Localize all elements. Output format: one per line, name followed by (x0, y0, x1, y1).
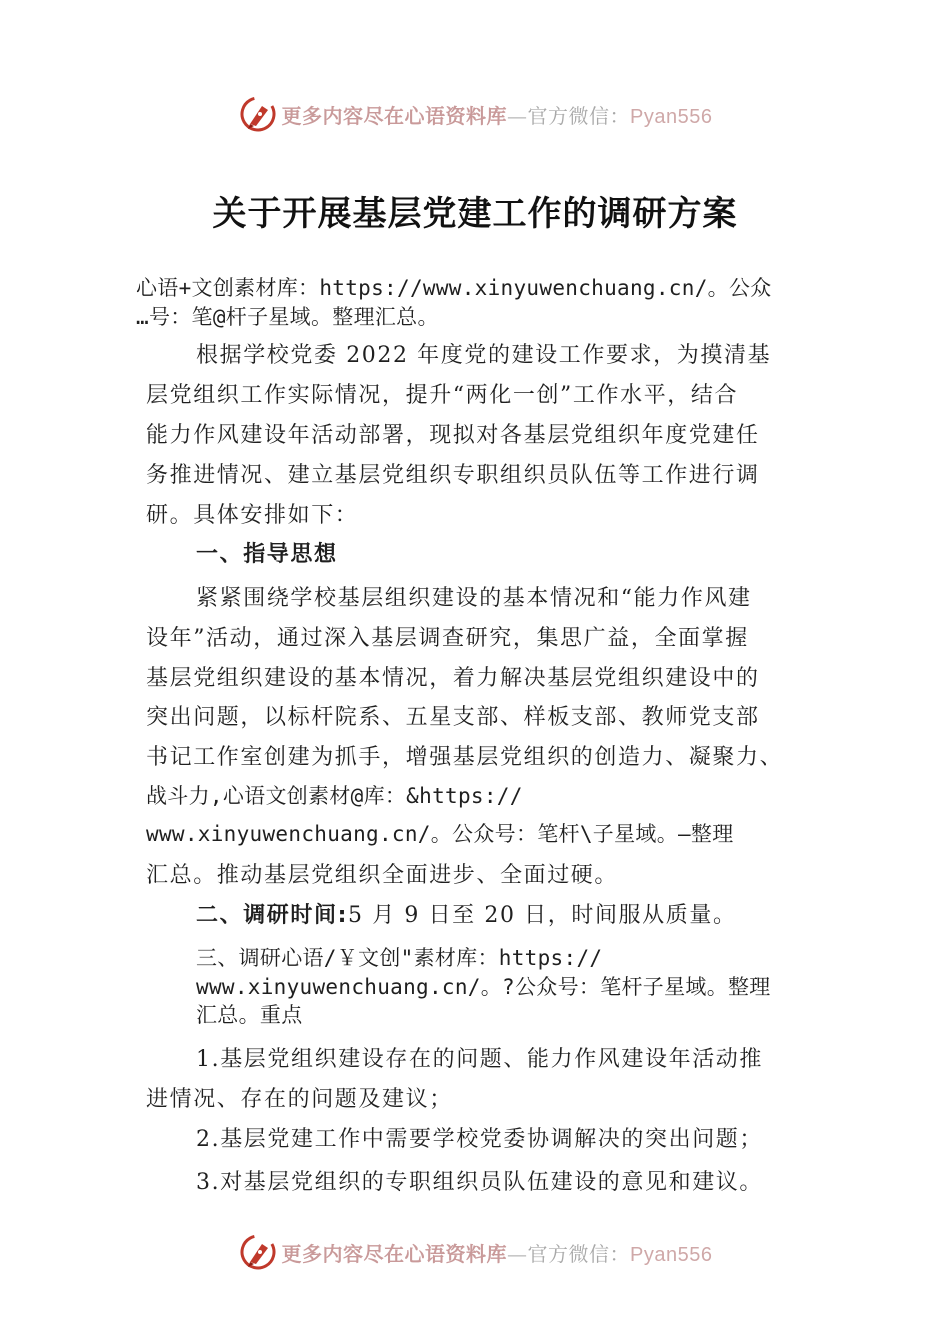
list-item: 3.对基层党组织的专职组织员队伍建设的意见和建议。 (196, 1170, 763, 1195)
watermark-text: 更多内容尽在心语资料库—官方微信：Pyan556 (281, 1241, 713, 1266)
watermark-text: 更多内容尽在心语资料库—官方微信：Pyan556 (281, 103, 713, 128)
section-heading-2: 二、调研时间:5 月 9 日至 20 日，时间服从质量。 (196, 903, 737, 928)
paragraph-line: 根据学校党委 2022 年度党的建设工作要求，为摸清基 (196, 343, 772, 368)
paragraph-line: 设年”活动，通过深入基层调查研究，集思广益，全面掌握 (146, 626, 749, 651)
paragraph-line: 突出问题，以标杆院系、五星支部、样板支部、教师党支部 (146, 705, 760, 730)
section-heading-3: 三、调研心语/￥文创"素材库：https:// (196, 946, 603, 970)
paragraph-line: 紧紧围绕学校基层组织建设的基本情况和“能力作风建 (196, 586, 752, 611)
paragraph-line: 汇总。重点 (196, 1003, 303, 1027)
paragraph-line: 能力作风建设年活动部署，现拟对各基层党组织年度党建任 (146, 423, 760, 448)
list-item: 1.基层党组织建设存在的问题、能力作风建设年活动推 (196, 1047, 763, 1072)
body-line: 心语+文创素材库：https://www.xinyuwenchuang.cn/。公众 (136, 276, 772, 300)
footer-watermark (0, 1230, 950, 1274)
paragraph-line: www.xinyuwenchuang.cn/。公众号：笔杆\子星域。—整理 (146, 822, 734, 846)
paragraph-line: 务推进情况、建立基层党组织专职组织员队伍等工作进行调 (146, 463, 760, 488)
header-watermark (0, 92, 950, 136)
paragraph-line: 层党组织工作实际情况，提升“两化一创”工作水平，结合 (146, 383, 739, 408)
paragraph-line: www.xinyuwenchuang.cn/。?公众号：笔杆子星域。整理 (196, 975, 771, 999)
section-heading-1: 一、指导思想 (196, 542, 338, 567)
pen-nib-logo-icon (238, 1232, 278, 1272)
paragraph-line: 基层党组织建设的基本情况，着力解决基层党组织建设中的 (146, 666, 760, 691)
paragraph-line: 汇总。推动基层党组织全面进步、全面过硬。 (146, 863, 619, 888)
document-title: 关于开展基层党建工作的调研方案 (212, 194, 738, 234)
paragraph-line: 战斗力,心语文创素材@库：&https:// (146, 784, 523, 808)
list-item: 2.基层党建工作中需要学校党委协调解决的突出问题； (196, 1127, 763, 1152)
list-item-continuation: 进情况、存在的问题及建议； (146, 1087, 453, 1112)
paragraph-line: 研。具体安排如下： (146, 503, 359, 528)
body-line: …号：笔@杆子星域。整理汇总。 (136, 305, 439, 329)
pen-nib-logo-icon (238, 94, 278, 134)
paragraph-line: 书记工作室创建为抓手，增强基层党组织的创造力、凝聚力、 (146, 745, 784, 770)
